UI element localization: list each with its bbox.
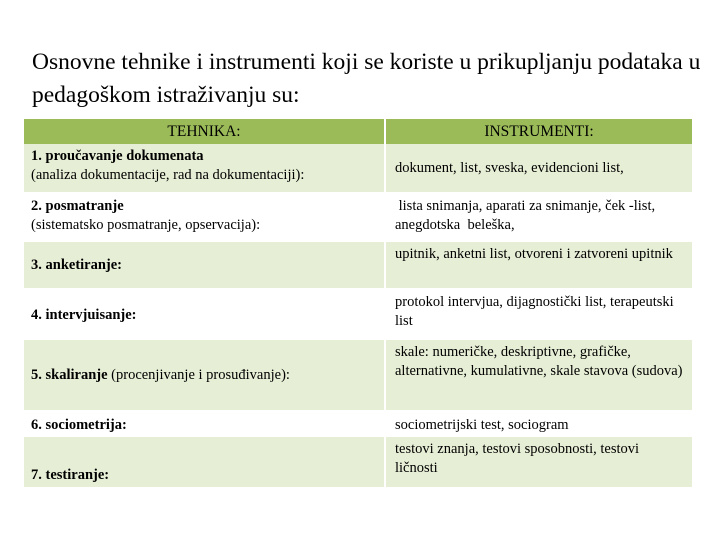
- table-header-row: [24, 116, 692, 144]
- technique-cell: [24, 412, 386, 437]
- table-row: [24, 194, 692, 242]
- technique-name: 7. testiranje:: [31, 467, 110, 483]
- header-instruments: INSTRUMENTI:: [386, 116, 692, 144]
- instruments-cell: dokument, list, sveska, evidencioni list,: [386, 144, 692, 194]
- technique-cell: [24, 242, 386, 290]
- technique-name: 2. posmatranje: [31, 198, 124, 214]
- technique-detail: (procenjivanje i prosuđivanje):: [107, 367, 290, 383]
- instruments-cell: protokol intervjua, dijagnostički list, terapeutski list: [386, 290, 692, 340]
- table-row: [24, 144, 692, 194]
- instruments-cell: testovi znanja, testovi sposobnosti, testovi ličnosti: [386, 437, 692, 487]
- technique-name: 5. skaliranje: [31, 367, 108, 383]
- header-technique: TEHNIKA:: [24, 116, 386, 144]
- technique-name: 6. sociometrija:: [31, 416, 127, 433]
- table-row: [24, 437, 692, 487]
- technique-cell: [24, 437, 386, 487]
- techniques-table: [24, 116, 692, 487]
- technique-cell: [24, 340, 386, 412]
- technique-detail: (sistematsko posmatranje, opservacija):: [31, 217, 261, 233]
- technique-cell: [24, 290, 386, 340]
- technique-name: 4. intervjuisanje:: [31, 307, 137, 323]
- technique-name: 3. anketiranje:: [31, 257, 123, 273]
- table-row: [24, 412, 692, 437]
- table-row: [24, 242, 692, 290]
- technique-cell: [24, 144, 386, 194]
- instruments-cell: sociometrijski test, sociogram: [386, 412, 692, 437]
- table-row: [24, 340, 692, 412]
- technique-cell: [24, 194, 386, 242]
- instruments-cell: skale: numeričke, deskriptivne, grafičke, alternativne, kumulativne, skale stavova (sudova): [386, 340, 692, 412]
- table-row: [24, 290, 692, 340]
- technique-name: 1. proučavanje dokumenata: [31, 148, 204, 164]
- instruments-cell: lista snimanja, aparati za snimanje, ček -list, anegdotska beleška,: [386, 194, 692, 242]
- instruments-cell: upitnik, anketni list, otvoreni i zatvoreni upitnik: [386, 242, 692, 290]
- technique-detail: (analiza dokumentacije, rad na dokumentaciji):: [31, 167, 305, 183]
- page-title: Osnovne tehnike i instrumenti koji se koriste u prikupljanju podataka u pedagoškom istraživanju su:: [32, 49, 701, 108]
